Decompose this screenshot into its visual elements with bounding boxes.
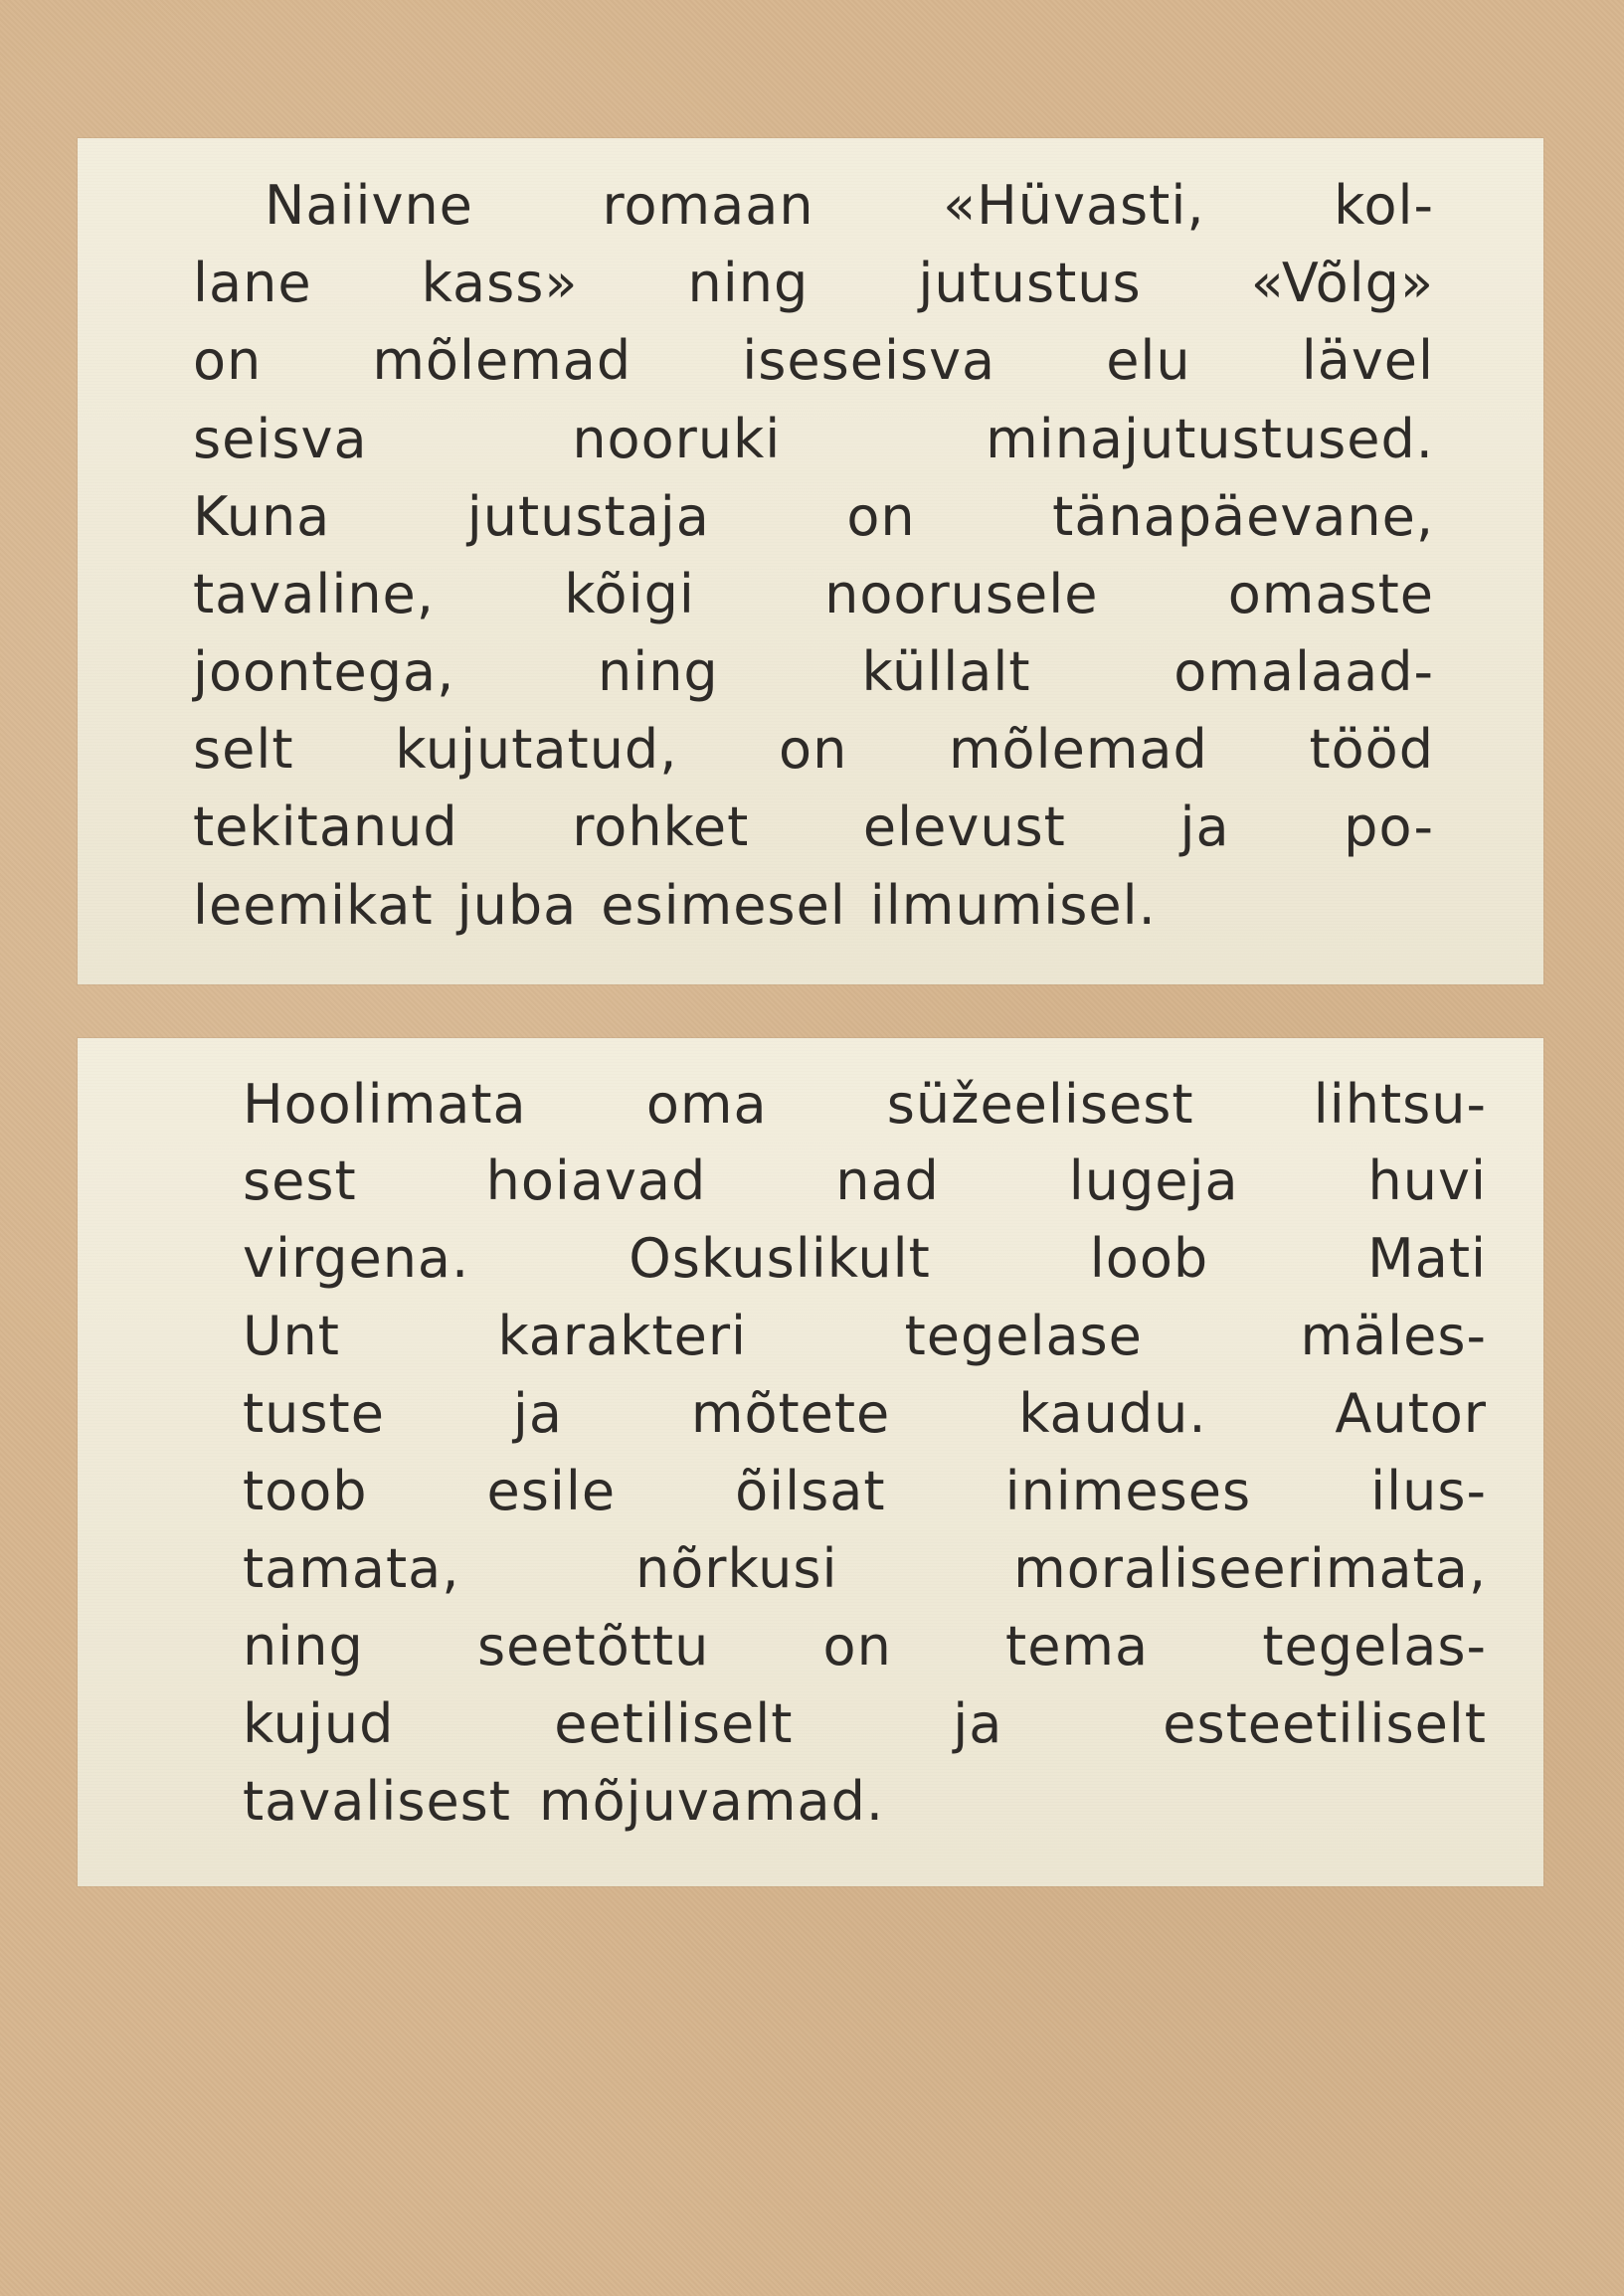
paragraph-1-line <box>193 556 1434 633</box>
text-word: ja <box>953 1692 1003 1755</box>
text-word: omalaad- <box>1173 640 1434 703</box>
text-word: karakteri <box>497 1305 748 1367</box>
text-word: mõlemad <box>372 329 632 392</box>
text-word: lugeja <box>1068 1149 1239 1212</box>
text-word: on <box>846 485 916 548</box>
text-word: «Hüvasti, <box>943 174 1205 237</box>
text-word: lävel <box>1301 329 1434 392</box>
text-word: tööd <box>1309 718 1434 781</box>
text-word: rohket <box>572 795 750 858</box>
text-word: mõlemad <box>948 718 1208 781</box>
text-word: nõrkusi <box>635 1537 838 1600</box>
paragraph-2-line <box>243 1685 1487 1763</box>
text-word: Oskuslikult <box>629 1227 931 1290</box>
text-word: ja <box>512 1382 563 1445</box>
text-word: romaan <box>602 174 814 237</box>
text-word: esimesel <box>601 874 846 937</box>
text-word: mõjuvamad. <box>538 1770 885 1833</box>
text-word: tekitanud <box>193 795 458 858</box>
text-word: seisva <box>193 408 368 470</box>
text-word: lane <box>193 252 312 314</box>
text-word: elevust <box>862 795 1066 858</box>
text-word: eetiliselt <box>554 1692 794 1755</box>
text-word: esteetiliselt <box>1163 1692 1487 1755</box>
text-word: on <box>822 1615 892 1678</box>
text-word: tavaline, <box>193 563 435 625</box>
text-word: oma <box>645 1073 768 1136</box>
paragraph-2-line <box>243 1608 1487 1685</box>
text-word: tavalisest <box>243 1770 511 1833</box>
paragraph-1-line <box>193 867 1434 945</box>
paragraph-1-line <box>193 322 1434 400</box>
text-word: juba <box>456 874 578 937</box>
paragraph-1-line <box>193 245 1434 322</box>
text-word: selt <box>193 718 294 781</box>
text-word: tänapäevane, <box>1052 485 1434 548</box>
text-word: hoiavad <box>485 1149 707 1212</box>
text-word: jutustaja <box>466 485 710 548</box>
paragraph-2-line <box>243 1453 1487 1530</box>
paragraph-1-line <box>193 711 1434 789</box>
paragraph-2-line <box>243 1143 1487 1220</box>
text-word: lihtsu- <box>1313 1073 1487 1136</box>
text-word: jutustus <box>918 252 1142 314</box>
text-word: esile <box>486 1460 617 1522</box>
text-word: elu <box>1106 329 1191 392</box>
text-word: tegelase <box>904 1305 1143 1367</box>
text-word: po- <box>1344 795 1434 858</box>
paragraph-1-line <box>193 789 1434 866</box>
paragraph-2-line <box>243 1298 1487 1375</box>
text-word: joontega, <box>193 640 455 703</box>
article-clipping-second <box>78 1038 1543 1886</box>
text-word: Autor <box>1335 1382 1487 1445</box>
paragraph-1-line <box>193 401 1434 478</box>
text-word: seetõttu <box>476 1615 710 1678</box>
text-word: ilmumisel. <box>869 874 1157 937</box>
text-word: noorusele <box>824 563 1099 625</box>
text-word: küllalt <box>861 640 1031 703</box>
text-word: «Võlg» <box>1250 252 1434 314</box>
text-word: kass» <box>421 252 579 314</box>
article-clipping-first <box>78 138 1543 984</box>
text-word: Hoolimata <box>243 1073 527 1136</box>
text-word: Kuna <box>193 485 331 548</box>
text-word: tuste <box>243 1382 385 1445</box>
text-word: toob <box>243 1460 368 1522</box>
text-word: kaudu. <box>1018 1382 1207 1445</box>
text-word: ning <box>687 252 810 314</box>
text-word: tema <box>1005 1615 1150 1678</box>
text-word: Unt <box>243 1305 340 1367</box>
text-word: õilsat <box>735 1460 886 1522</box>
text-word: süžeelisest <box>886 1073 1194 1136</box>
paragraph-1-line <box>265 167 1434 245</box>
text-word: tegelas- <box>1262 1615 1487 1678</box>
text-word: kujutatud, <box>395 718 678 781</box>
text-word: mäles- <box>1300 1305 1487 1367</box>
text-word: kujud <box>243 1692 395 1755</box>
paragraph-1-line <box>193 478 1434 556</box>
paragraph-2-line <box>243 1763 1487 1841</box>
text-word: kol- <box>1334 174 1434 237</box>
text-word: on <box>193 329 263 392</box>
paragraph-2-line <box>243 1220 1487 1298</box>
text-word: tamata, <box>243 1537 460 1600</box>
text-word: nad <box>835 1149 940 1212</box>
text-word: omaste <box>1227 563 1434 625</box>
text-word: inimeses <box>1004 1460 1252 1522</box>
text-word: ning <box>243 1615 364 1678</box>
paragraph-2-line <box>243 1375 1487 1453</box>
text-word: kõigi <box>564 563 695 625</box>
text-word: huvi <box>1367 1149 1487 1212</box>
text-word: Mati <box>1367 1227 1487 1290</box>
text-word: virgena. <box>243 1227 470 1290</box>
text-word: minajutustused. <box>986 408 1434 470</box>
text-word: mõtete <box>690 1382 891 1445</box>
text-word: moraliseerimata, <box>1013 1537 1487 1600</box>
paragraph-2-line <box>243 1530 1487 1608</box>
text-word: ning <box>597 640 719 703</box>
text-word: ja <box>1179 795 1230 858</box>
text-word: iseseisva <box>742 329 996 392</box>
text-word: sest <box>243 1149 357 1212</box>
text-word: leemikat <box>193 874 434 937</box>
text-word: Naiivne <box>265 174 473 237</box>
paragraph-2-line <box>243 1066 1487 1144</box>
paragraph-1-line <box>193 633 1434 711</box>
text-word: on <box>779 718 848 781</box>
text-word: loob <box>1089 1227 1209 1290</box>
text-word: ilus- <box>1370 1460 1487 1522</box>
text-word: nooruki <box>572 408 782 470</box>
